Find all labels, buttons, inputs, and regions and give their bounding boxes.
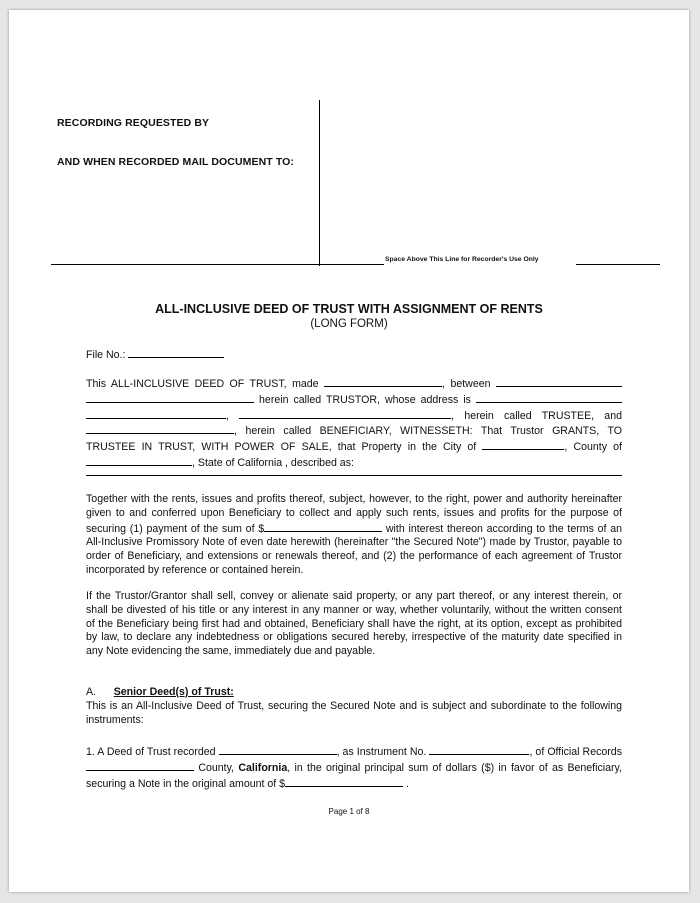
date-field[interactable] [324, 376, 442, 387]
document-page [9, 10, 689, 892]
para1-text-1: This ALL-INCLUSIVE DEED OF TRUST, made [86, 378, 319, 390]
mail-to-label: AND WHEN RECORDED MAIL DOCUMENT TO: [57, 156, 295, 168]
para1-text-6: , herein called BENEFICIARY, WITNESSETH: That Trustor GRANTS, TO TRUSTEE IN TRUST, WITH POWER OF SALE, that Property in the City of [86, 425, 622, 454]
header-divider-vertical [319, 100, 320, 266]
para1-text-4: , [226, 409, 229, 422]
item1-text-4: County, [198, 761, 235, 774]
recording-requested-label: RECORDING REQUESTED BY [57, 117, 210, 129]
beneficiary-name-field[interactable] [86, 423, 234, 434]
property-description-line[interactable] [86, 475, 622, 476]
section-a-heading-line [86, 686, 622, 700]
para2-text-2: with interest thereon according to the terms of an All-Inclusive Promissory Note of even date herewith (hereinafter "the Secured Note") made by Trustor, payable to order of Beneficiary, and extensions or renewals thereof, and (2) the performance of each agreement of Trustor incorporated by reference or contained herein. [86, 522, 622, 576]
para1-text-7: , County of [564, 441, 623, 454]
section-a-letter: A. [86, 686, 97, 698]
section-a-intro: This is an All-Inclusive Deed of Trust, securing the Secured Note and is subject and subordinate to the following instruments: [86, 699, 622, 726]
secured-sum-field[interactable] [264, 521, 382, 532]
para3-text: If the Trustor/Grantor shall sell, convey or alienate said property, or any part thereof, or any interest therein, or shall be divested of his title or any interest in any manner or way, whether voluntarily, without the written consent of the Beneficiary being first had and obtained, Beneficiary shall have the right, at its option, except as prohibited by law, to declare any indebtedness or obligations secured hereby, irrespective of the maturity date specified in any Note evidencing the same, immediately due and payable. [86, 590, 622, 658]
trustee-name-field[interactable] [239, 408, 451, 419]
city-field[interactable] [482, 439, 564, 450]
item1-text-6: . [406, 777, 409, 790]
para1-text-2: , between [442, 378, 491, 390]
para1-text-3: herein called TRUSTOR, whose address is [259, 393, 471, 406]
trustor-address-field-2[interactable] [86, 408, 226, 419]
paragraph-parties [86, 376, 622, 471]
section-a [86, 686, 622, 727]
document-title: ALL-INCLUSIVE DEED OF TRUST WITH ASSIGNMENT OF RENTS [155, 302, 543, 316]
section-a-heading: Senior Deed(s) of Trust: [113, 686, 234, 698]
para1-text-5: , herein called TRUSTEE, and [451, 409, 622, 422]
trustor-address-field[interactable] [476, 392, 622, 403]
recorder-use-note: Space Above This Line for Recorder's Use Only [385, 256, 539, 263]
document-subtitle: (LONG FORM) [310, 318, 388, 330]
original-amount-field[interactable] [285, 776, 403, 787]
item1-text-1: 1. A Deed of Trust recorded [86, 746, 216, 758]
instrument-no-field[interactable] [429, 744, 529, 755]
item1-text-5: , in the original principal sum of dollars ($) in favor of as Beneficiary, securing a Note in the original amount of $ [86, 761, 623, 790]
para1-text-8: , State of California , described as: [192, 456, 354, 469]
item1-state: California [238, 761, 288, 774]
county-field[interactable] [86, 455, 192, 466]
file-no-line [86, 347, 622, 363]
item1-text-3: , of Official Records [529, 746, 622, 758]
trustor-name-field[interactable] [496, 376, 622, 387]
recorded-date-field[interactable] [219, 744, 337, 755]
recorder-line-left [51, 264, 384, 265]
item1-text-2: , as Instrument No. [336, 746, 427, 758]
senior-deed-item-1 [86, 744, 622, 791]
file-no-field[interactable] [128, 347, 224, 358]
records-county-field[interactable] [86, 760, 194, 771]
para2-text-1: Together with the rents, issues and profits thereof, subject, however, to the right, power and authority hereinafter given to and conferred upon Beneficiary to collect and apply such rents, issues and profits for the purpose of securing (1) payment of the sum of $ [86, 493, 622, 535]
page-number: Page 1 of 8 [328, 807, 370, 816]
recorder-line-right [576, 264, 660, 265]
paragraph-due-on-sale [86, 590, 622, 659]
trustor-name-field-2[interactable] [86, 392, 254, 403]
file-no-label: File No.: [86, 349, 126, 361]
paragraph-rents [86, 493, 622, 578]
